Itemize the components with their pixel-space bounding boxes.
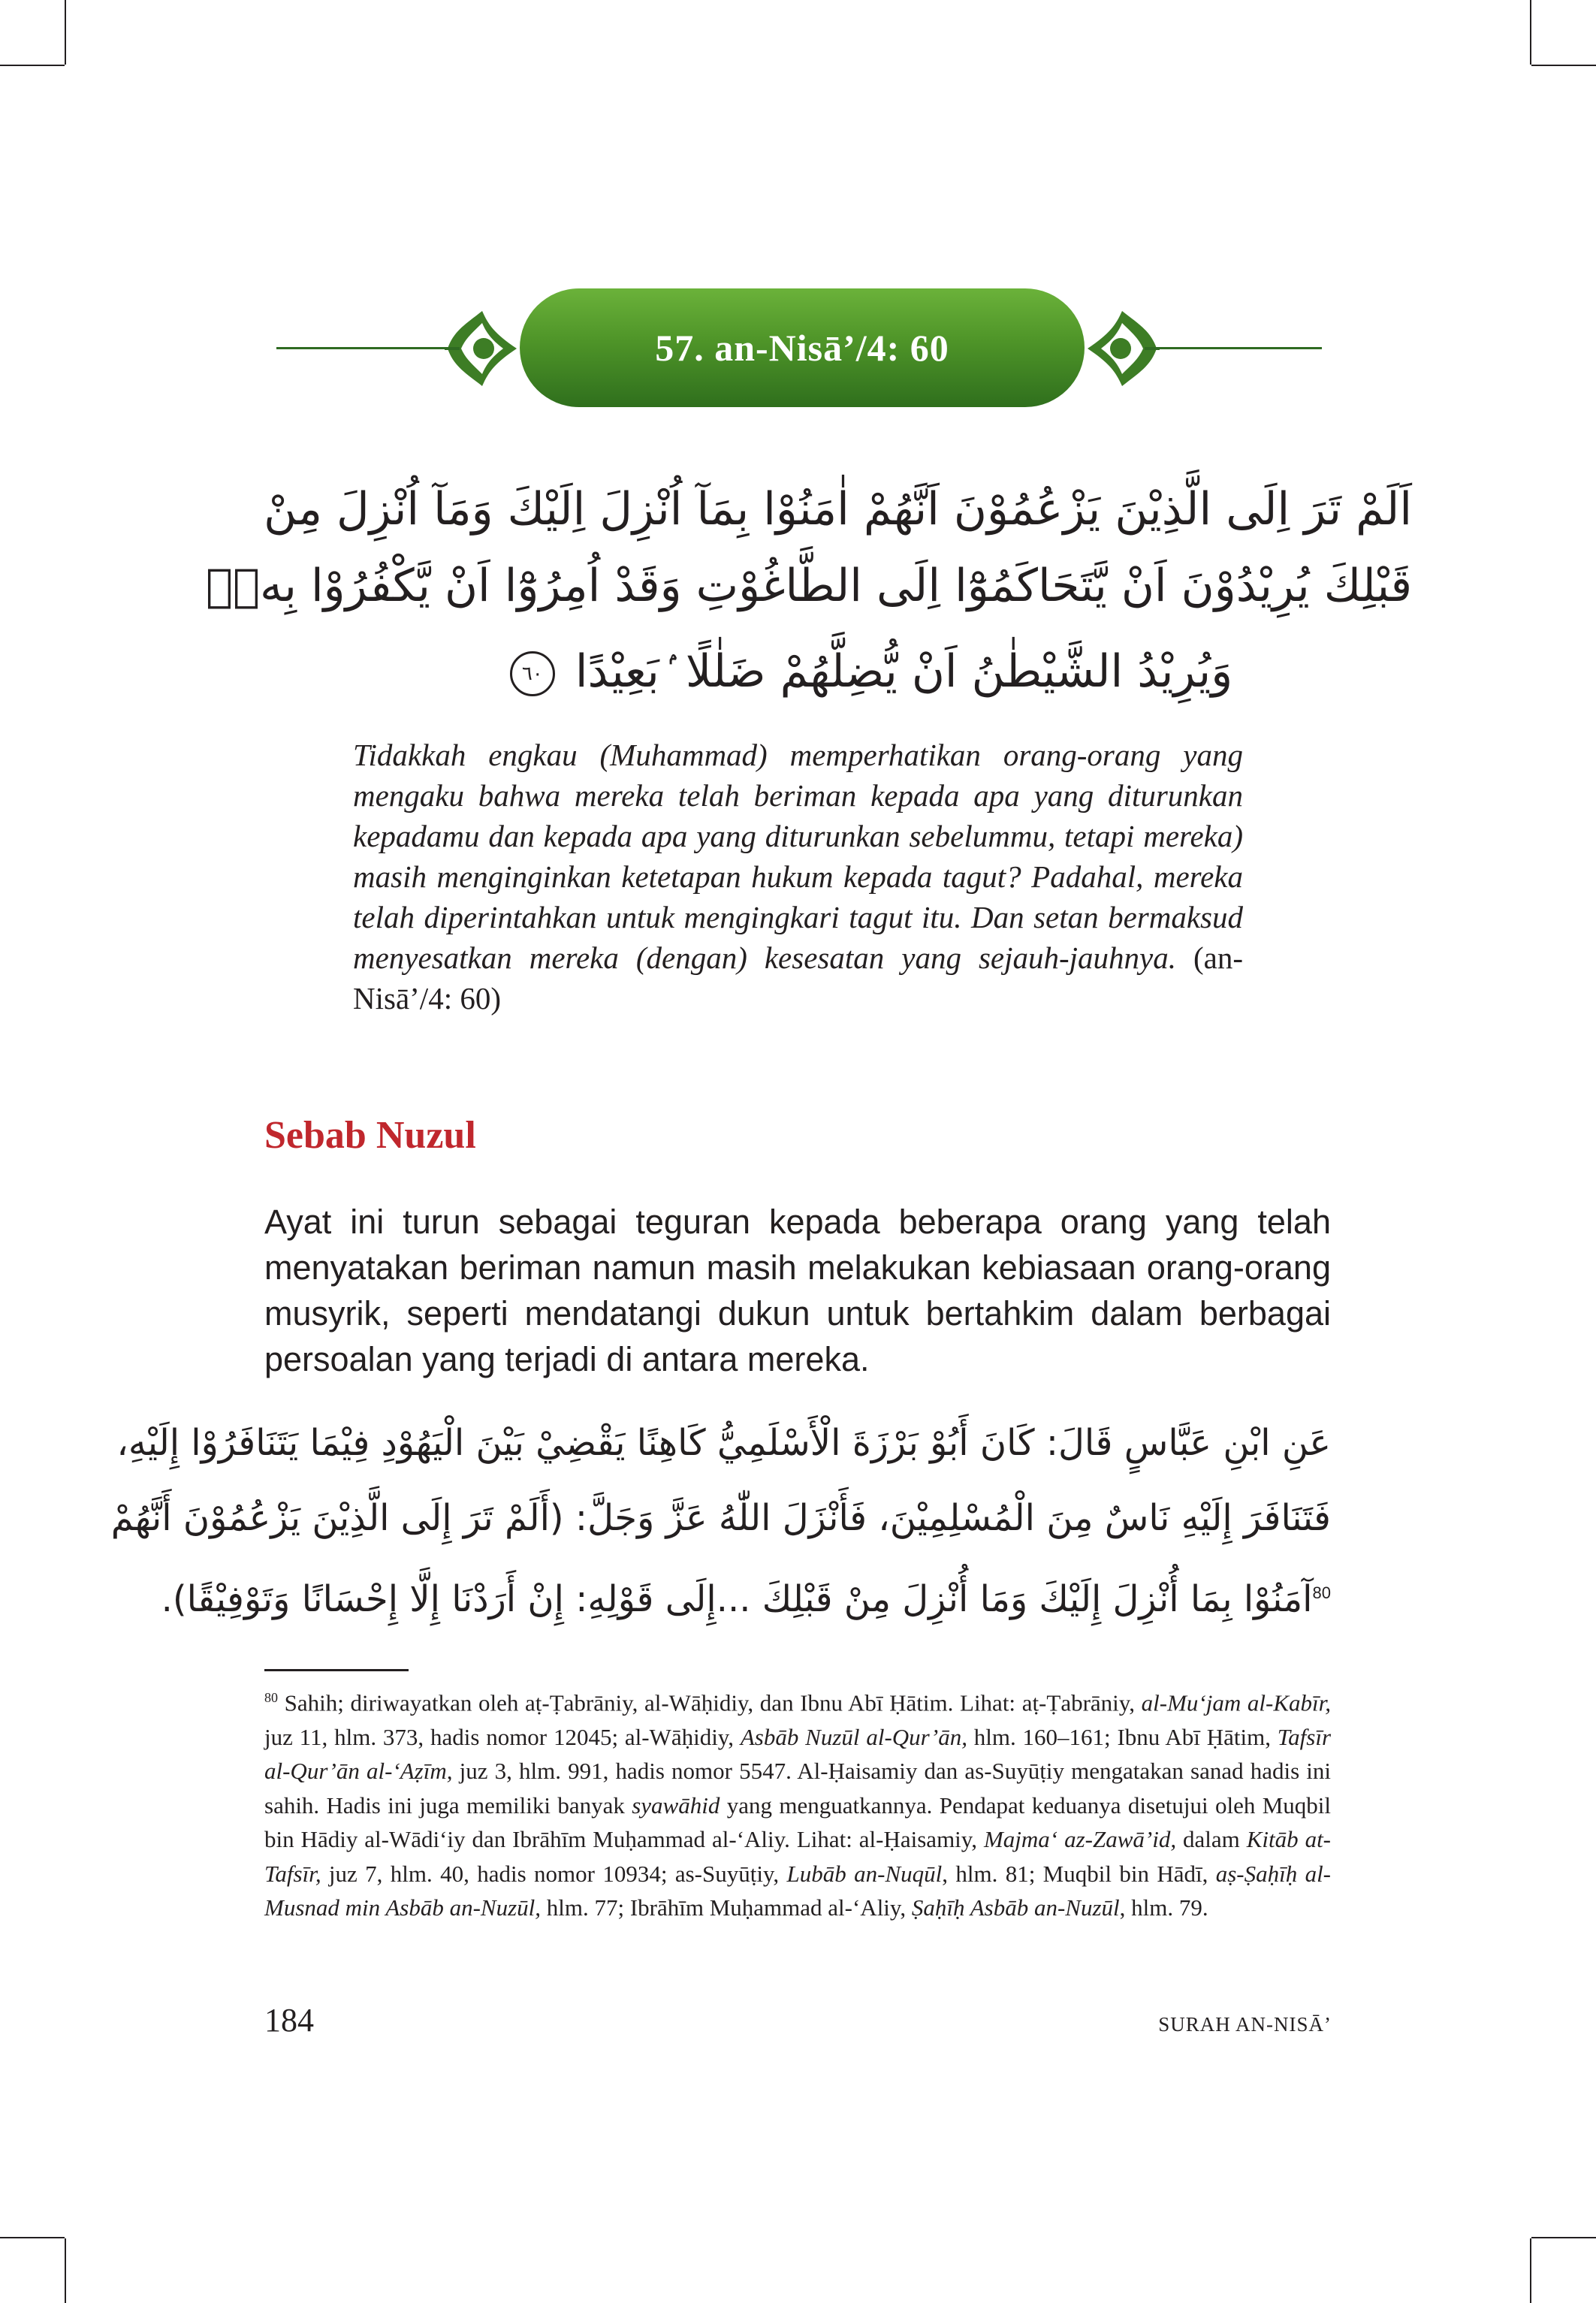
footnote-title: Kitāb at-Tafsīr, [264, 1826, 1332, 1887]
crop-mark [1531, 65, 1596, 66]
footnote-marker: 80 [1312, 1583, 1331, 1602]
verse-translation [353, 735, 1243, 1019]
footnote-text: hlm. 77; Ibrāhīm Muḥammad al-‘Aliy, [541, 1894, 912, 1921]
section-heading: Sebab Nuzul [264, 1114, 476, 1157]
hadith-line-2: فَتَنَافَرَ إِلَيْهِ نَاسٌ مِنَ الْمُسْلِمِيْنَ، فَأَنْزَلَ اللّٰهُ عَزَّ وَجَلَّ: (أَلَمْ تَرَ إِلَى الَّذِيْنَ يَزْعُمُوْنَ أَنَّهُمْ [110, 1497, 1331, 1539]
footnote-text: yang menguatkannya. Pendapat keduanya disetujui oleh Muqbil bin Hādiy al-Wādi‘iy dan Ibrāhīm Muḥammad al-‘Aliy. Lihat: al-Ḥaisamiy, [264, 1791, 1332, 1853]
footnote-rule [264, 1669, 409, 1671]
footnote-title: al-Mu‘jam al-Kabīr, [1141, 1689, 1332, 1716]
footnote-term: syawāhid [632, 1791, 720, 1819]
crop-mark [65, 0, 66, 65]
surah-reference: 57. an-Nisā’/4: 60 [655, 327, 949, 369]
crop-mark [65, 2238, 66, 2303]
footnote [264, 1681, 1331, 1925]
footnote-text: Sahih; diriwayatkan oleh aṭ-Ṭabrāniy, al-Wāḥidiy, dan Ibnu Abī Ḥātim. Lihat: aṭ-Ṭabrāniy, [278, 1689, 1142, 1716]
footnote-text: , hlm. 81; Muqbil bin Hādī, [942, 1860, 1216, 1887]
crop-mark [0, 2237, 65, 2238]
footnote-title: Lubāb an-Nuqūl [786, 1860, 943, 1887]
footnote-text: hlm. 160–161; Ibnu Abī Ḥātim, [967, 1723, 1278, 1750]
running-head: SURAH AN-NISĀ’ [1158, 2013, 1332, 2036]
crop-mark [0, 65, 65, 66]
footnote-text: juz 3, hlm. 991, hadis nomor 5547. Al-Ḥaisamiy dan as-Suyūṭiy mengatakan sanad hadis ini sahih. Hadis ini juga memiliki banyak [264, 1758, 1331, 1819]
crop-mark [1530, 2238, 1531, 2303]
page-number: 184 [264, 2002, 314, 2039]
footnote-text: juz 7, hlm. 40, hadis nomor 10934; as-Suyūṭiy, [321, 1860, 787, 1887]
footnote-number: 80 [264, 1690, 278, 1705]
hadith-line-1: عَنِ ابْنِ عَبَّاسٍ قَالَ: كَانَ أَبُوْ بَرْزَةَ الْأَسْلَمِيُّ كَاهِنًا يَقْضِيْ بَيْنَ الْيَهُوْدِ فِيْمَا يَتَنَافَرُوْا إِلَيْهِ، [116, 1422, 1331, 1464]
translation-reference: (an-Nisā’/4: 60) [353, 940, 1243, 1016]
footnote-text: , hlm. 79. [1119, 1894, 1208, 1921]
floral-ornament-icon [1085, 308, 1160, 389]
footnote-text: dalam [1176, 1826, 1247, 1853]
quran-line-3 [330, 637, 1412, 706]
ayah-number-mark: ٦٠ [510, 651, 555, 696]
quran-line-1: اَلَمْ تَرَ اِلَى الَّذِيْنَ يَزْعُمُوْنَ اَنَّهُمْ اٰمَنُوْا بِمَآ اُنْزِلَ اِلَيْكَ وَمَآ اُنْزِلَ مِنْ [264, 483, 1412, 536]
crop-mark [1530, 0, 1531, 65]
footnote-text: juz 11, hlm. 373, hadis nomor 12045; al-Wāḥidiy, [264, 1723, 741, 1750]
body-paragraph: Ayat ini turun sebagai teguran kepada beberapa orang yang telah menyatakan beriman namun masih melakukan kebiasaan orang-orang musyrik, seperti mendatangi dukun untuk bertahkim dalam berbagai persoalan yang terjadi di antara mereka. [264, 1203, 1331, 1378]
floral-ornament-icon [445, 308, 520, 389]
translation-text: Tidakkah engkau (Muhammad) memperhatikan orang-orang yang mengaku bahwa mereka telah beriman kepada apa yang diturunkan kepadamu dan kepada apa yang diturunkan sebelummu, tetapi mereka) masih menginginkan ketetapan hukum kepada tagut? Padahal, mereka telah diperintahkan untuk mengingkari tagut itu. Dan setan bermaksud menyesatkan mereka (dengan) kesesatan yang sejauh-jauhnya. [353, 738, 1243, 975]
footnote-title: Ṣaḥīḥ Asbāb an-Nuzūl [911, 1894, 1120, 1921]
footnote-title: Tafsīr al-Qur’ān al-‘Aẓīm, [264, 1723, 1332, 1785]
quran-line-2: قَبْلِكَ يُرِيْدُوْنَ اَنْ يَّتَحَاكَمُوْٓا اِلَى الطَّاغُوْتِ وَقَدْ اُمِرُوْٓا اَنْ يَّكْفُرُوْا بِهٖۗ [206, 560, 1412, 612]
quran-line-3-text: وَيُرِيْدُ الشَّيْطٰنُ اَنْ يُّضِلَّهُمْ ضَلٰلًا ۢبَعِيْدًا [575, 645, 1233, 698]
surah-banner [520, 288, 1085, 407]
footnote-title: Majma‘ az-Zawā’id, [983, 1826, 1177, 1853]
crop-mark [1531, 2237, 1596, 2238]
footnote-title: Asbāb Nuzūl al-Qur’ān, [740, 1723, 967, 1750]
hadith-line-3-text: آمَنُوْا بِمَا أُنْزِلَ إِلَيْكَ وَمَا أُنْزِلَ مِنْ قَبْلِكَ ...إِلَى قَوْلِهِ: إِنْ أَرَدْنَا إِلَّا إِحْسَانًا وَتَوْفِيْقًا). [161, 1578, 1313, 1620]
hadith-line-3 [161, 1568, 1331, 1624]
footnote-title: aṣ-Ṣaḥīḥ al-Musnad min Asbāb an-Nuzūl, [264, 1860, 1332, 1921]
